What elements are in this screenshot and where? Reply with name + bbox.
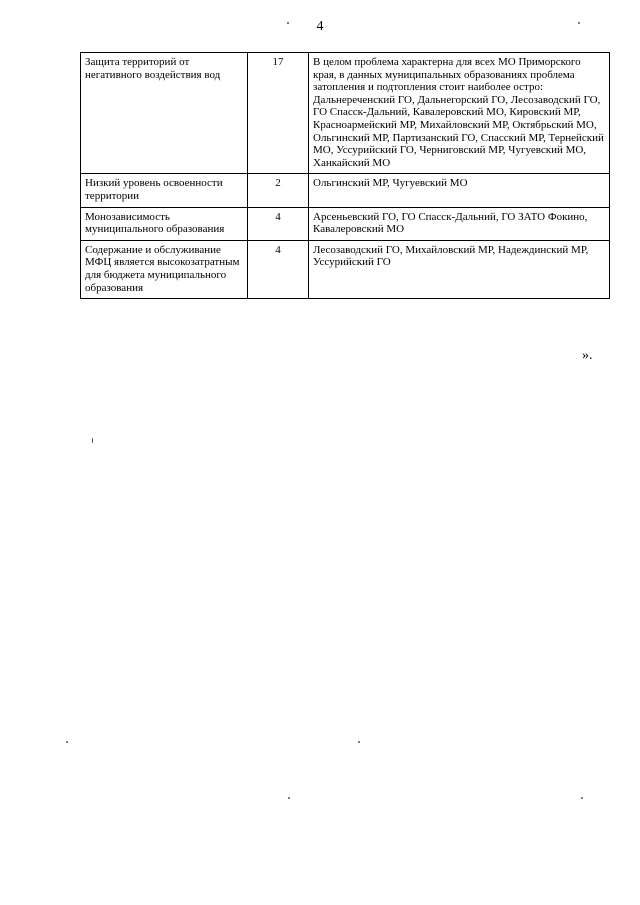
scan-speck [581, 797, 583, 799]
scan-speck [288, 797, 290, 799]
scan-speck [92, 438, 93, 443]
table-row [81, 207, 610, 240]
scan-speck [66, 741, 68, 743]
problem-cell: Низкий уровень освоенности территории [81, 174, 248, 207]
count-cell: 17 [248, 53, 309, 174]
problems-table [80, 52, 610, 299]
table-row [81, 240, 610, 298]
scan-speck [358, 741, 360, 743]
page-number: 4 [316, 19, 324, 34]
municipalities-cell: В целом проблема характерна для всех МО Приморского края, в данных муниципальных образованиях проблема затопления и подтопления стоит наиболее остро: Дальнереченский ГО, Дальнегорский ГО, Лесозаводский ГО, ГО Спасск-Дальний, Кавалеровский МО, Кировский МР, Красноармейский МР, Михайловский МР, Октябрьский МО, Ольгинский МР, Партизанский ГО, Спасский МР, Тернейский МО, Уссурийский ГО, Черниговский МР, Чугуевский МО, Ханкайский МО [309, 53, 610, 174]
municipalities-cell: Ольгинский МР, Чугуевский МО [309, 174, 610, 207]
count-cell: 4 [248, 207, 309, 240]
count-cell: 4 [248, 240, 309, 298]
count-cell: 2 [248, 174, 309, 207]
table-row [81, 53, 610, 174]
municipalities-cell: Лесозаводский ГО, Михайловский МР, Надеждинский МР, Уссурийский ГО [309, 240, 610, 298]
problem-cell: Монозависимость муниципального образования [81, 207, 248, 240]
municipalities-cell: Арсеньевский ГО, ГО Спасск-Дальний, ГО ЗАТО Фокино, Кавалеровский МО [309, 207, 610, 240]
closing-quote: ». [582, 348, 593, 363]
problem-cell: Защита территорий от негативного воздействия вод [81, 53, 248, 174]
table-row [81, 174, 610, 207]
problem-cell: Содержание и обслуживание МФЦ является высокозатратным для бюджета муниципального образования [81, 240, 248, 298]
scan-speck [287, 22, 289, 24]
scan-speck [578, 22, 580, 24]
